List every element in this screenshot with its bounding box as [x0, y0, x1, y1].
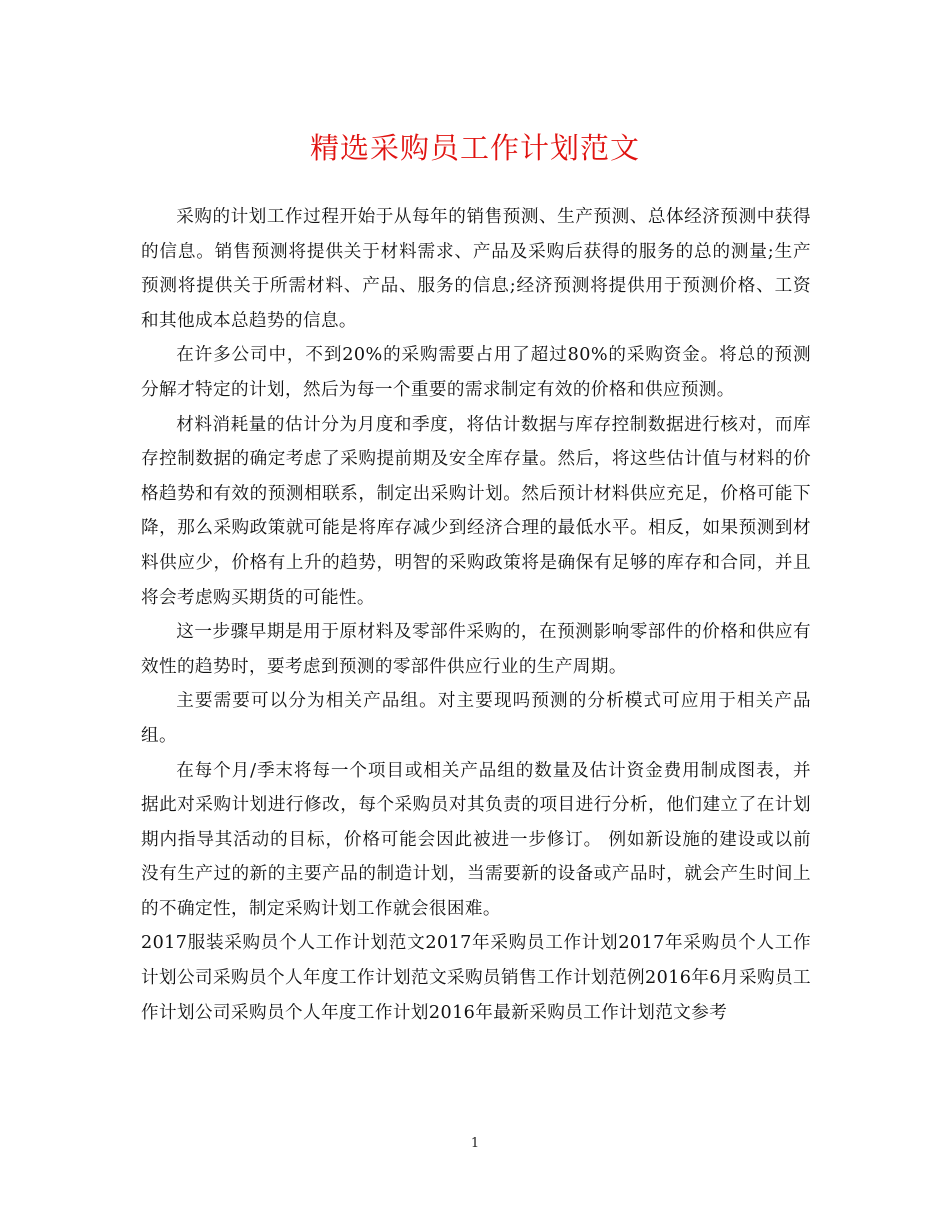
- paragraph-6: 在每个月/季末将每一个项目或相关产品组的数量及估计资金费用制成图表，并据此对采购计划进行修改，每个采购员对其负责的项目进行分析，他们建立了在计划期内指导其活动的目标，价格可能会因此被进一步修订。 例如新设施的建设或以前没有生产过的新的主要产品的制造计划，当需要新的设备或产品时，就会产生时间上的不确定性，制定采购计划工作就会很困难。: [141, 760, 811, 919]
- related-titles-text: 2017服装采购员个人工作计划范文2017年采购员工作计划2017年采购员个人工作计划公司采购员个人年度工作计划范文采购员销售工作计划范例2016年6月采购员工作计划公司采购员个人年度工作计划2016年最新采购员工作计划范文参考: [141, 933, 811, 1023]
- paragraph-1: 采购的计划工作过程开始于从每年的销售预测、生产预测、总体经济预测中获得的信息。销售预测将提供关于材料需求、产品及采购后获得的服务的总的测量;生产预测将提供关于所需材料、产品、服务的信息;经济预测将提供用于预测价格、工资和其他成本总趋势的信息。: [141, 207, 811, 331]
- document-body: [141, 200, 811, 1030]
- paragraph-4: 这一步骤早期是用于原材料及零部件采购的，在预测影响零部件的价格和供应有效性的趋势时，要考虑到预测的零部件供应行业的生产周期。: [141, 622, 811, 677]
- page-number: 1: [470, 1136, 480, 1151]
- paragraph-5: 主要需要可以分为相关产品组。对主要现吗预测的分析模式可应用于相关产品组。: [141, 691, 811, 746]
- document-title: 精选采购员工作计划范文: [309, 131, 640, 165]
- paragraph-3: 材料消耗量的估计分为月度和季度，将估计数据与库存控制数据进行核对，而库存控制数据的确定考虑了采购提前期及安全库存量。然后，将这些估计值与材料的价格趋势和有效的预测相联系，制定出采购计划。然后预计材料供应充足，价格可能下降，那么采购政策就可能是将库存减少到经济合理的最低水平。相反，如果预测到材料供应少，价格有上升的趋势，明智的采购政策将是确保有足够的库存和合同，并且将会考虑购买期货的可能性。: [141, 414, 811, 608]
- paragraph-2: 在许多公司中，不到20%的采购需要占用了超过80%的采购资金。将总的预测分解才特定的计划，然后为每一个重要的需求制定有效的价格和供应预测。: [141, 345, 811, 400]
